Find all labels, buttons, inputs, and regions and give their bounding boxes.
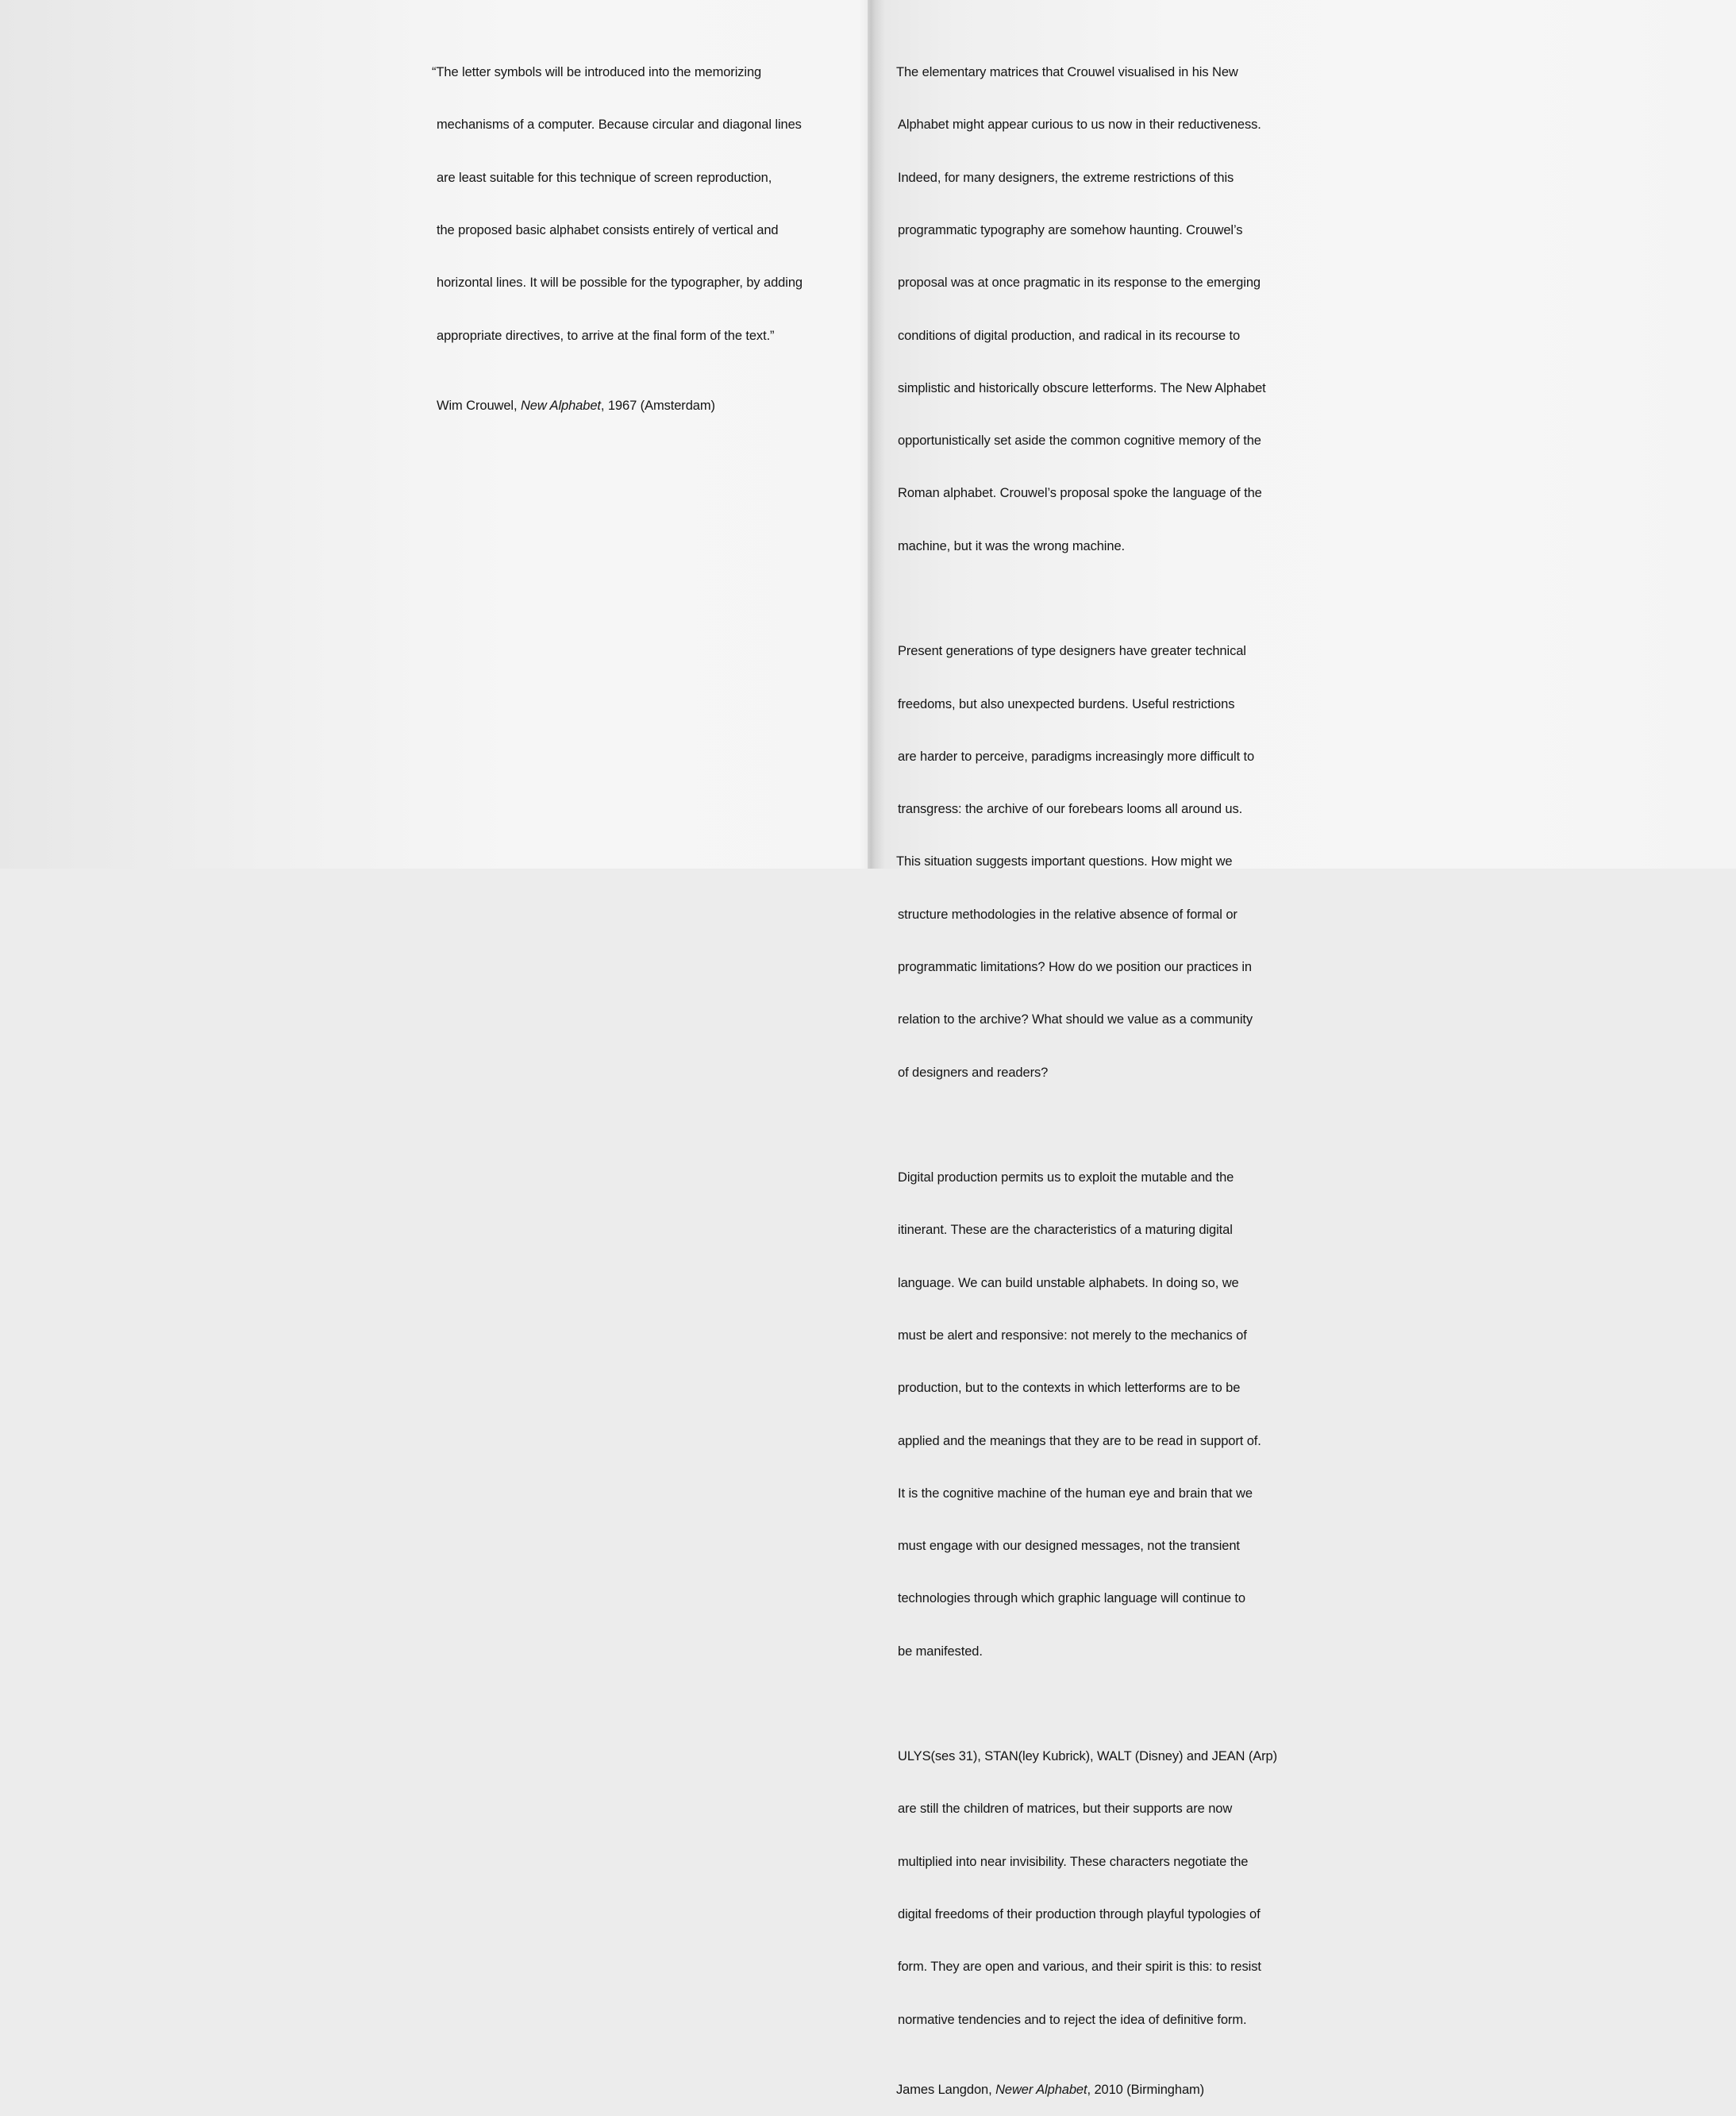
essay-line: must be alert and responsive: not merely to the mechanics of [898,1328,1247,1343]
essay-line: The elementary matrices that Crouwel visualised in his New [896,65,1238,80]
essay-line: This situation suggests important questions. How might we [896,854,1233,869]
essay-line: Present generations of type designers have greater technical [898,644,1246,659]
essay-line: structure methodologies in the relative absence of formal or [898,907,1238,922]
attribution-rest: , 1967 (Amsterdam) [600,398,715,413]
essay-line: opportunistically set aside the common cognitive memory of the [898,434,1261,449]
essay-line: programmatic limitations? How do we position our practices in [898,959,1253,974]
essay-line: normative tendencies and to reject the idea of definitive form. [898,2012,1247,2027]
essay-line: conditions of digital production, and radical in its recourse to [898,328,1241,343]
quote-line: are least suitable for this technique of screen reproduction, [437,170,772,185]
quote-line: “The letter symbols will be introduced into the memorizing [432,65,762,80]
essay-line: of designers and readers? [898,1065,1049,1080]
quote-block [432,29,833,380]
quote-line: the proposed basic alphabet consists entirely of vertical and [437,223,779,238]
essay-paragraph-4 [898,1713,1311,2064]
essay-line: Digital production permits us to exploit the mutable and the [898,1170,1234,1185]
essay-line: multiplied into near invisibility. These characters negotiate the [898,1854,1249,1869]
langdon-essay [898,29,1311,2116]
essay-line: Alphabet might appear curious to us now in their reductiveness. [898,118,1261,133]
essay-line: It is the cognitive machine of the human eye and brain that we [898,1486,1253,1501]
essay-line: Indeed, for many designers, the extreme restrictions of this [898,170,1234,185]
essay-line: are still the children of matrices, but their supports are now [898,1802,1233,1817]
essay-line: freedoms, but also unexpected burdens. Useful restrictions [898,696,1235,711]
essay-line: language. We can build unstable alphabets. In doing so, we [898,1275,1239,1290]
essay-line: applied and the meanings that they are to be read in support of. [898,1433,1261,1448]
essay-line: itinerant. These are the characteristics of a maturing digital [898,1223,1233,1238]
attribution-author: James Langdon, [896,2082,996,2097]
attribution-author: Wim Crouwel, [437,398,521,413]
essay-line: must engage with our designed messages, not the transient [898,1539,1240,1554]
attribution-title: New Alphabet [520,398,601,413]
essay-line: form. They are open and various, and their spirit is this: to resist [898,1960,1261,1975]
essay-paragraph-3 [898,1134,1311,1695]
essay-line: digital freedoms of their production through playful typologies of [898,1907,1261,1922]
attribution-rest: , 2010 (Birmingham) [1087,2082,1205,2097]
crouwel-quote [432,29,833,432]
attribution-title: Newer Alphabet [995,2082,1087,2097]
essay-line: technologies through which graphic language will continue to [898,1591,1245,1606]
essay-line: machine, but it was the wrong machine. [898,538,1126,553]
essay-line: programmatic typography are somehow haunting. Crouwel’s [898,223,1243,238]
essay-line: simplistic and historically obscure letterforms. The New Alphabet [898,380,1266,395]
essay-line: be manifested. [898,1644,983,1659]
essay-line: proposal was at once pragmatic in its response to the emerging [898,276,1261,291]
essay-line: are harder to perceive, paradigms increasingly more difficult to [898,749,1255,764]
essay-paragraph-1 [898,29,1311,590]
quote-line: mechanisms of a computer. Because circular and diagonal lines [437,118,802,133]
quote-line: horizontal lines. It will be possible for the typographer, by adding [437,276,803,291]
essay-line: transgress: the archive of our forebears looms all around us. [898,802,1243,817]
essay-attribution [896,2081,1311,2099]
quote-attribution [437,397,833,414]
essay-line: ULYS(ses 31), STAN(ley Kubrick), WALT (Disney) and JEAN (Arp) [898,1749,1278,1764]
essay-line: Roman alphabet. Crouwel’s proposal spoke the language of the [898,486,1262,501]
essay-line: relation to the archive? What should we value as a community [898,1012,1253,1027]
left-page [0,0,868,869]
quote-line: appropriate directives, to arrive at the final form of the text.” [437,328,775,343]
essay-line: production, but to the contexts in which letterforms are to be [898,1381,1241,1396]
essay-paragraph-2 [898,607,1311,1116]
